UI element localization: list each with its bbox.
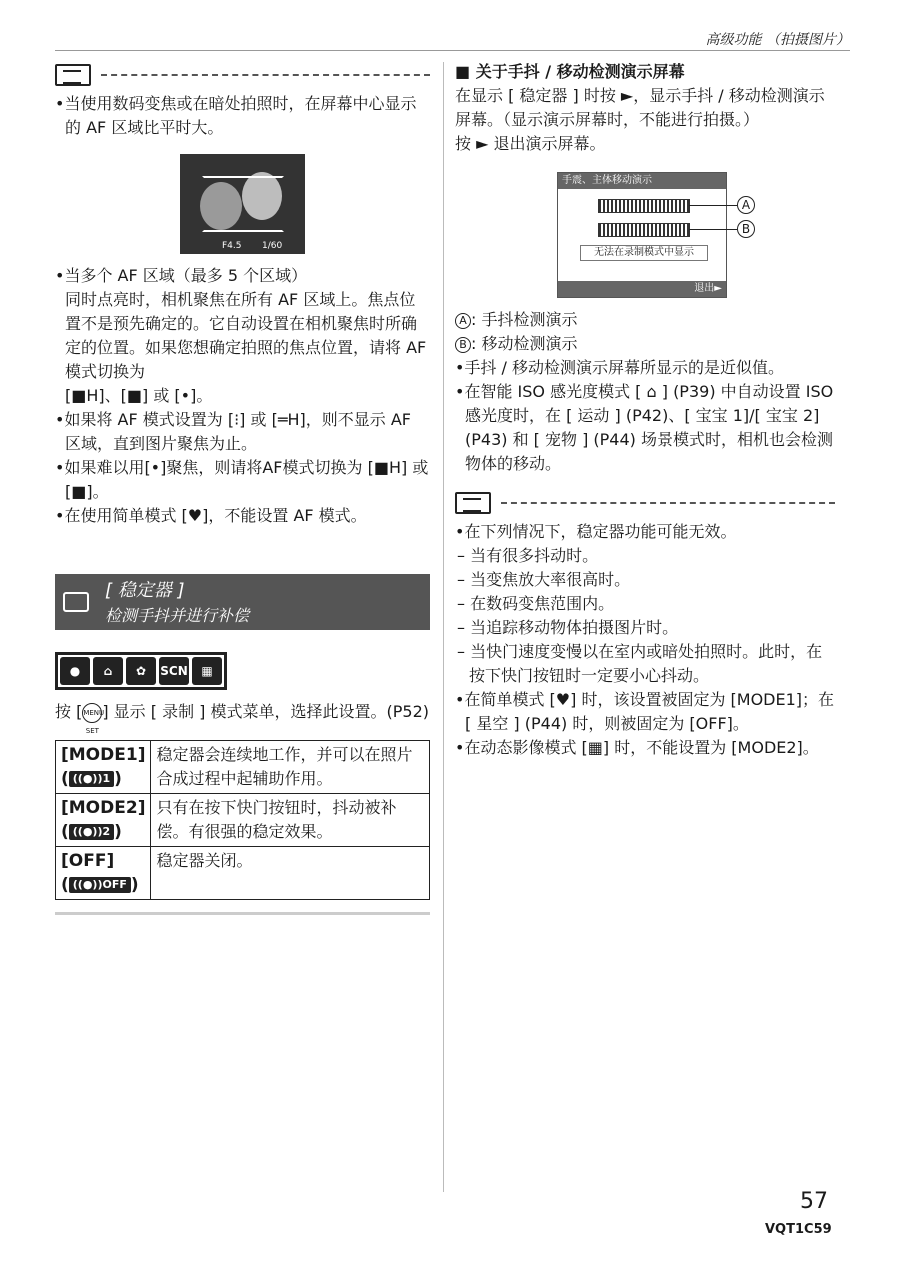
right-column [455,60,835,760]
simple-mode-note: •在使用简单模式 [♥]，不能设置 AF 模式。 [55,506,367,525]
note-header [55,62,430,88]
note-divider [101,74,430,76]
header-rule [55,50,850,51]
demo-screen-figure [455,172,835,298]
dash-item: – 当快门速度变慢以在室内或暗处拍照时。此时，在按下快门按钮时一定要小心抖动。 [457,642,823,685]
mode-key: [MODE2] ( ((●))2 ) [56,794,151,847]
af-difficult-note: •如果难以用[•]聚焦，则请将AF模式切换为 [■H] 或 [■]。 [55,458,429,501]
simple-mode-fixed-note: •在简单模式 [♥] 时，该设置被固定为 [MODE1]；在 [ 星空 ] (P44) 时，则被固定为 [OFF]。 [455,690,835,733]
page-number: 57 [800,1189,828,1214]
mode-name: [OFF] [61,851,115,871]
mode-name: [MODE1] [61,745,146,765]
document-code: VQT1C59 [765,1222,832,1237]
table-row [56,847,430,900]
table-rule [55,912,430,915]
callout-b: B [737,220,755,238]
dash-item: – 当变焦放大率很高时。 [457,570,631,589]
menu-instruction [55,700,430,735]
callout-a: A [737,196,755,214]
intelligent-iso-icon: ⌂ [93,657,123,685]
legend-b-marker: B [455,337,471,353]
note-header [455,490,835,516]
camera-mode-icon: ● [60,657,90,685]
left-column [55,62,430,915]
demo-screen-message: 无法在录制模式中显示 [580,245,708,261]
legend-b-text: : 移动检测演示 [471,334,578,353]
motion-meter [598,223,690,237]
lcd-photo [180,154,305,254]
demo-screen [557,172,727,298]
off-icon: ((●))OFF [69,877,131,893]
mode-desc: 只有在按下快门按钮时，抖动被补偿。有很强的稳定效果。 [151,794,430,847]
macro-mode-icon: ✿ [126,657,156,685]
af-mode-options: [■H]、[■] 或 [•]。 [65,386,213,405]
af-hidden-note: •如果将 AF 模式设置为 [⁝] 或 [═H]，则不显示 AF 区域，直到图片聚焦为止。 [55,410,411,453]
motion-picture-icon: ▦ [192,657,222,685]
multi-af-detail: 同时点亮时，相机聚焦在所有 AF 区域上。焦点位置不是预先确定的。它自动设置在相机聚焦时所确定的位置。如果您想确定拍照的焦点位置，请将 AF 模式切换为 [65,290,427,381]
callout-line-a [689,205,737,206]
page-header: 高级功能 （拍摄图片） [705,32,850,48]
af-zoom-note: •当使用数码变焦或在暗处拍照时，在屏幕中心显示的 AF 区域比平时大。 [55,94,417,137]
stabilizer-mode-table [55,740,430,900]
mode-desc: 稳定器会连续地工作，并可以在照片合成过程中起辅助作用。 [151,741,430,794]
dash-item: – 当追踪移动物体拍摄图片时。 [457,618,679,637]
section-title: [ 稳定器 ] [105,580,185,601]
section-subtitle: 检测手抖并进行补偿 [105,606,250,625]
column-divider [443,62,444,1192]
aperture-readout: F4.5 [222,241,242,251]
scene-mode-icon: SCN [159,657,189,685]
menu-set-icon: MENU SET [82,703,102,723]
legend-b [455,332,835,356]
menu-text-b: ] 显示 [ 录制 ] 模式菜单，选择此设置。(P52) [102,702,429,721]
dash-item: – 当有很多抖动时。 [457,546,599,565]
demo-screen-exit: 退出► [558,281,726,297]
jitter-meter [598,199,690,213]
stabilizer-icon [63,592,89,612]
demo-intro: 在显示 [ 稳定器 ] 时按 ►，显示手抖 / 移动检测演示屏幕。（显示演示屏幕时，不能进行拍摄。） [455,86,825,129]
stabilizer-invalid-note: •在下列情况下，稳定器功能可能无效。 [455,522,737,541]
menu-text-a: 按 [ [55,702,83,721]
callout-line-b [689,229,737,230]
legend-a [455,308,835,332]
note-divider [501,502,835,504]
mode1-icon: ((●))1 [69,771,114,787]
demo-screen-title: 手震、主体移动演示 [558,173,726,189]
legend-a-text: : 手抖检测演示 [471,310,578,329]
mode-name: [MODE2] [61,798,146,818]
legend-a-marker: A [455,313,471,329]
mode-desc: 稳定器关闭。 [151,847,430,900]
note-icon [55,64,91,86]
multi-af-note: •当多个 AF 区域（最多 5 个区域） [55,266,308,285]
stabilizer-section-bar [55,574,430,630]
motion-picture-note: •在动态影像模式 [▦] 时，不能设置为 [MODE2]。 [455,738,819,757]
dash-item: – 在数码变焦范围内。 [457,594,615,613]
shutter-readout: 1/60 [262,241,283,251]
table-row [56,794,430,847]
applicable-modes [55,652,227,690]
iso-motion-note: •在智能 ISO 感光度模式 [ ⌂ ] (P39) 中自动设置 ISO 感光度时，在 [ 运动 ] (P42)、[ 宝宝 1]/[ 宝宝 2] (P43) 和 [ 宠物 ] (P44) 场景模式时，相机也会检测物体的移动。 [455,382,834,473]
demo-exit: 按 ► 退出演示屏幕。 [455,134,606,153]
approx-note: •手抖 / 移动检测演示屏幕所显示的是近似值。 [455,358,785,377]
af-area-bracket [202,176,284,232]
mode2-icon: ((●))2 [69,824,114,840]
mode-key: [MODE1] ( ((●))1 ) [56,741,151,794]
demo-heading: ■ 关于手抖 / 移动检测演示屏幕 [455,62,685,81]
mode-key: [OFF] ( ((●))OFF ) [56,847,151,900]
table-row [56,741,430,794]
note-icon [455,492,491,514]
